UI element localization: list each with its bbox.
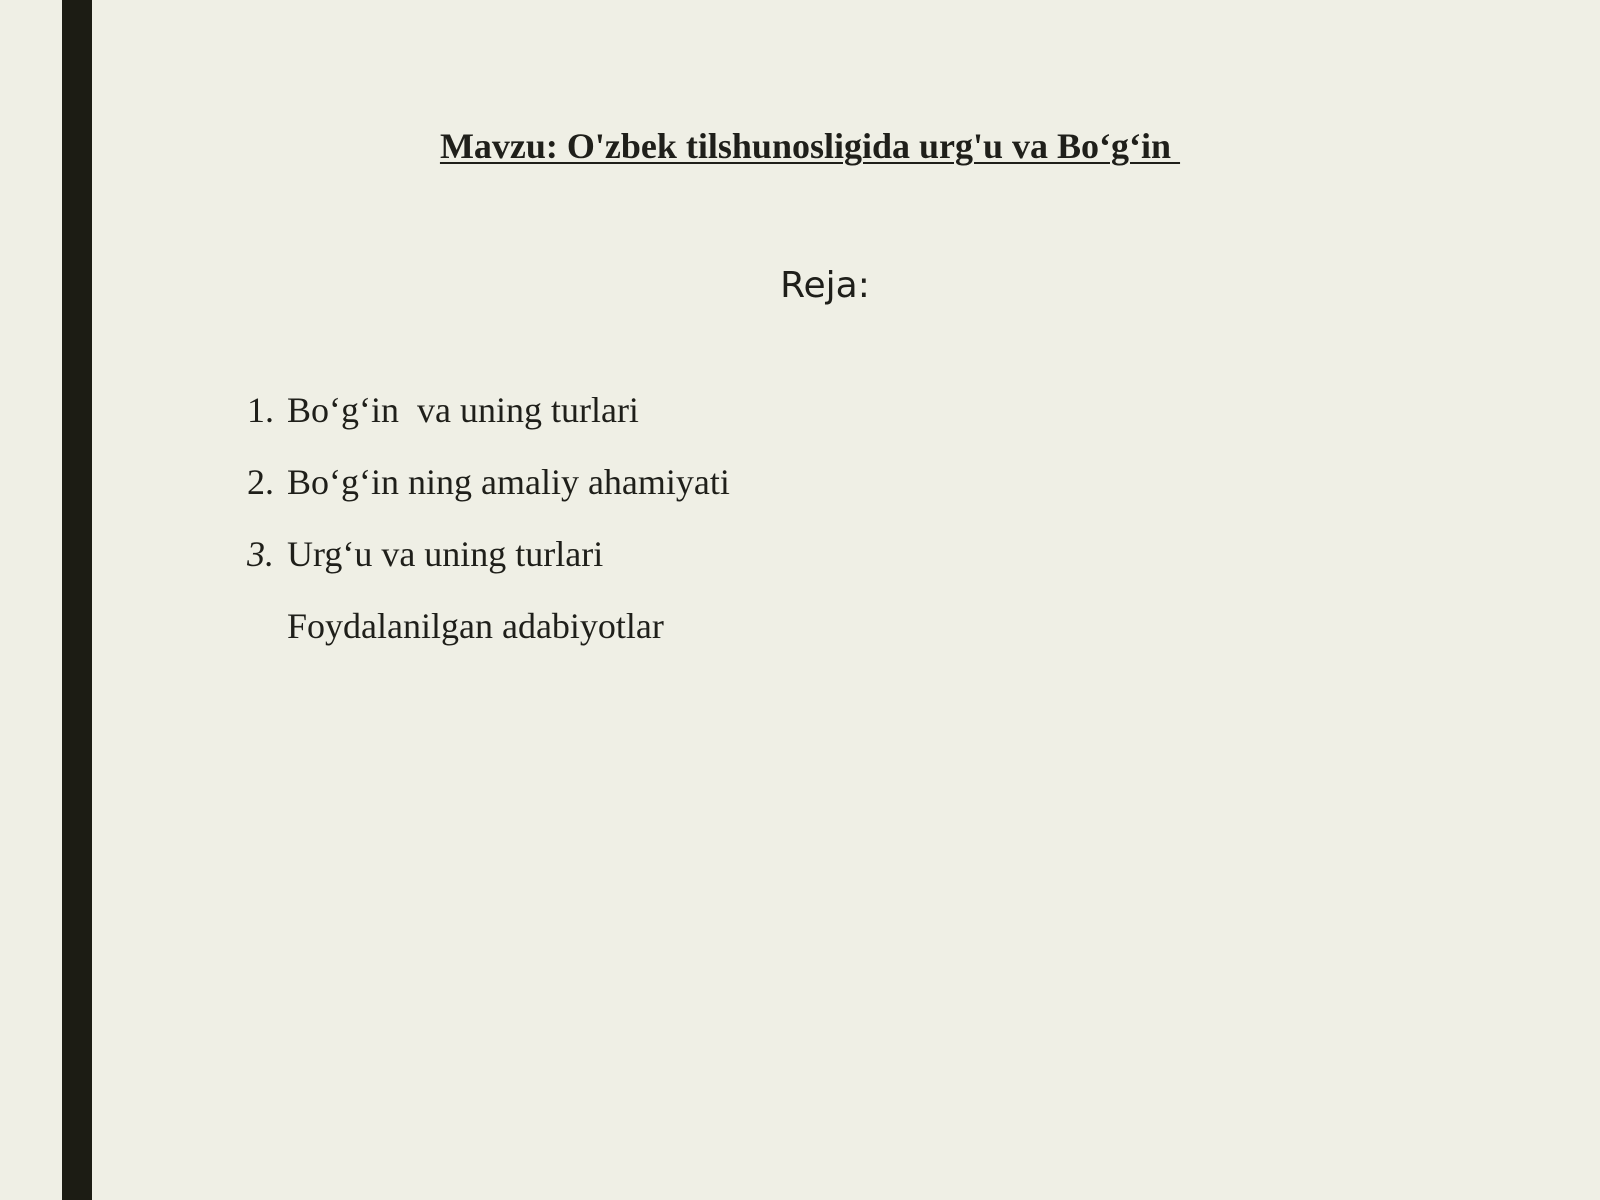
plan-item-number: 3. — [247, 534, 274, 574]
accent-bar — [62, 0, 92, 1200]
plan-item-text: Bo‘g‘in va uning turlari — [287, 390, 639, 430]
plan-item-1 — [211, 338, 730, 430]
plan-item-number: 2. — [247, 462, 274, 502]
plan-heading: Reja: — [780, 265, 870, 306]
plan-item-text: Bo‘g‘in ning amaliy ahamiyati — [287, 462, 730, 502]
plan-item-number: 1. — [247, 390, 274, 430]
plan-list — [211, 338, 730, 646]
plan-item-text: Foydalanilgan adabiyotlar — [287, 606, 664, 646]
plan-item-text: Urg‘u va uning turlari — [287, 534, 604, 574]
slide-title: Mavzu: O'zbek tilshunosligida urg'u va Bo‘g‘in — [439, 126, 1181, 166]
